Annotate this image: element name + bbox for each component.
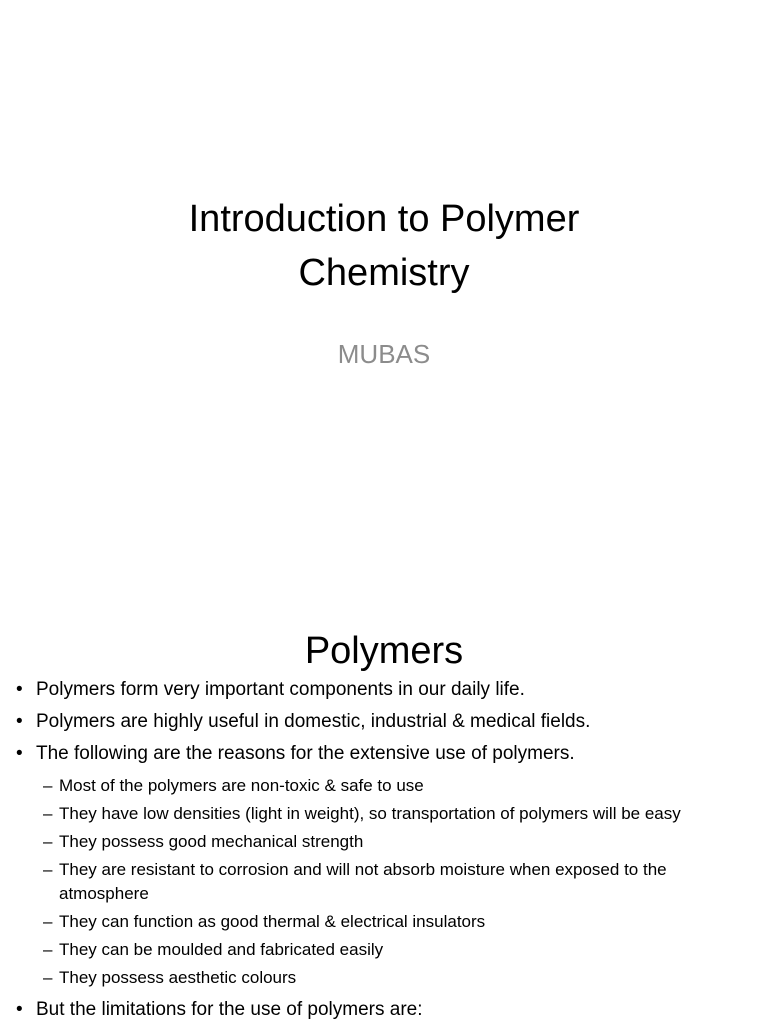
bullet-item	[14, 742, 754, 766]
sub-bullet-mark: –	[43, 804, 53, 823]
bullet-text: Polymers are highly useful in domestic, industrial & medical fields.	[36, 711, 591, 732]
sub-bullet-item	[14, 802, 754, 826]
sub-bullet-item	[14, 910, 754, 934]
bullet-text: The following are the reasons for the extensive use of polymers.	[36, 743, 575, 764]
slide-title	[0, 192, 768, 300]
bullet-text: But the limitations for the use of polymers are:	[36, 999, 423, 1020]
sub-bullet-mark: –	[43, 832, 53, 851]
sub-bullet-text: They possess good mechanical strength	[59, 832, 364, 851]
sub-bullet-text: They possess aesthetic colours	[59, 968, 297, 987]
bullet-mark: •	[16, 743, 23, 764]
sub-bullet-item	[14, 858, 754, 906]
sub-bullet-mark: –	[43, 776, 53, 795]
slide-title-line-2: Chemistry	[298, 252, 470, 294]
sub-bullet-mark: –	[43, 912, 53, 931]
bullet-text: Polymers form very important components in our daily life.	[36, 679, 525, 700]
sub-bullet-text: Most of the polymers are non-toxic & safe to use	[59, 776, 424, 795]
sub-bullet-item	[14, 774, 754, 798]
bullet-mark: •	[16, 679, 23, 700]
sub-bullet-text: They can be moulded and fabricated easily	[59, 940, 384, 959]
bullet-list	[14, 678, 754, 1024]
content-slide	[0, 576, 768, 1024]
content-slide-title: Polymers	[304, 630, 464, 672]
sub-bullet-group	[14, 774, 754, 990]
sub-bullet-mark: –	[43, 968, 53, 987]
sub-bullet-mark: –	[43, 940, 53, 959]
sub-bullet-item	[14, 830, 754, 854]
bullet-item	[14, 998, 754, 1022]
sub-bullet-mark: –	[43, 860, 53, 879]
slide-subtitle: MUBAS	[337, 339, 431, 369]
sub-bullet-item	[14, 938, 754, 962]
sub-bullet-item	[14, 966, 754, 990]
sub-bullet-text: They have low densities (light in weight), so transportation of polymers will be easy	[59, 804, 681, 823]
sub-bullet-list	[14, 774, 754, 990]
bullet-item	[14, 678, 754, 702]
bullet-mark: •	[16, 999, 23, 1020]
bullet-item	[14, 710, 754, 734]
bullet-mark: •	[16, 711, 23, 732]
sub-bullet-text: They can function as good thermal & electrical insulators	[59, 912, 486, 931]
slide-title-line-1: Introduction to Polymer	[188, 198, 580, 240]
sub-bullet-text: They are resistant to corrosion and will not absorb moisture when exposed to the atmosphere	[59, 860, 667, 903]
